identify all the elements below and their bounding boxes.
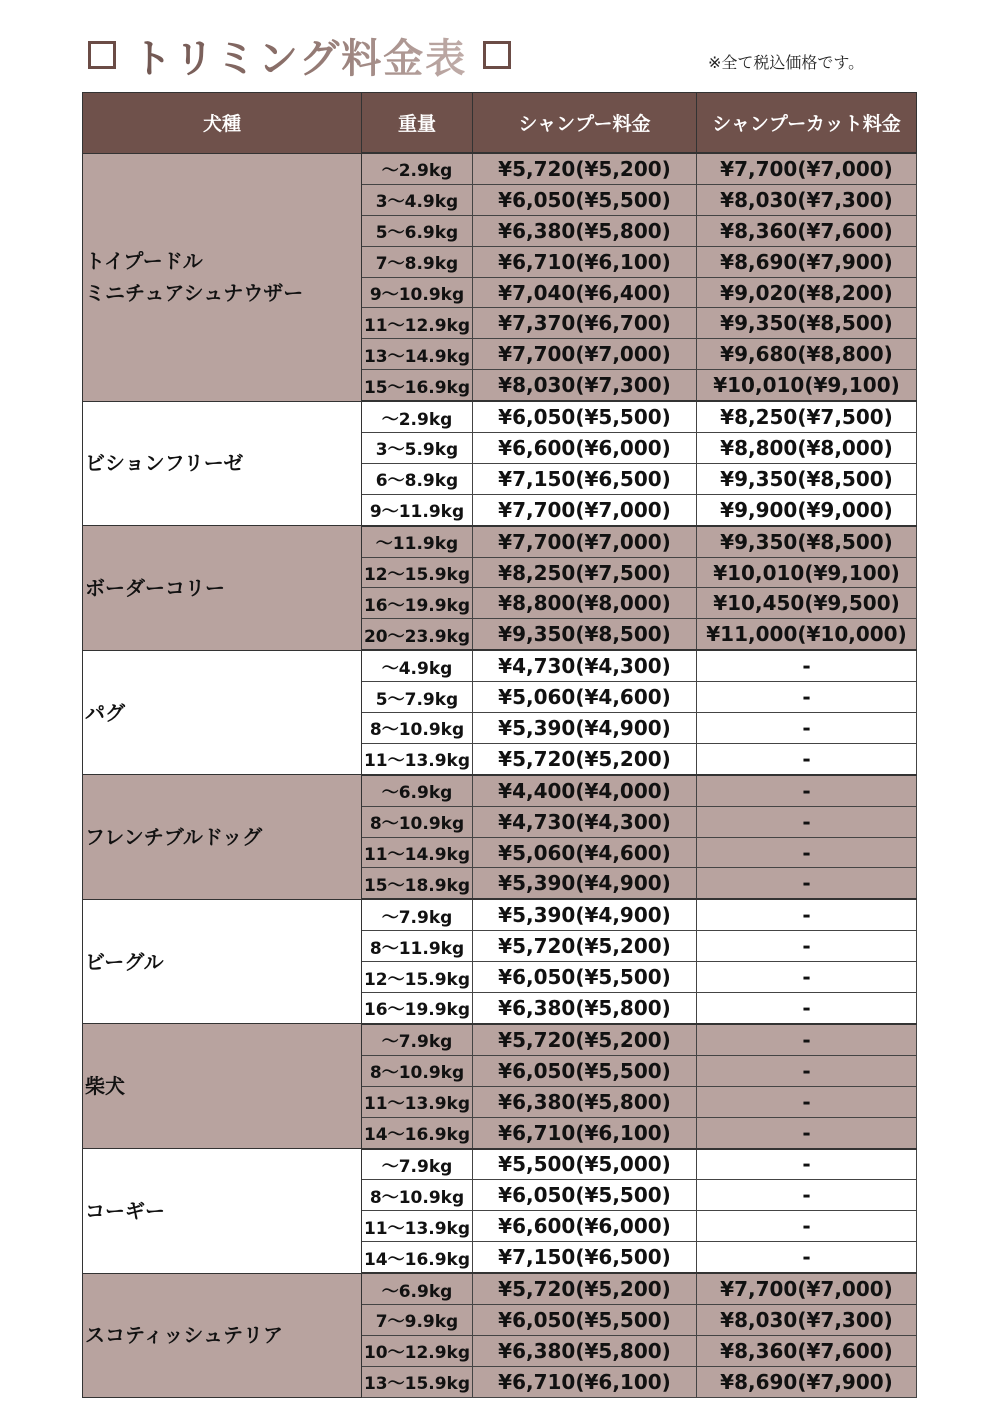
cut-price: ¥9,350(¥8,500)	[697, 526, 917, 557]
shampoo-price: ¥5,500(¥5,000)	[473, 1149, 697, 1180]
header-breed: 犬種	[83, 93, 362, 154]
breed-name: ビションフリーゼ	[83, 401, 362, 526]
breed-name: コーギー	[83, 1149, 362, 1274]
shampoo-price: ¥6,710(¥6,100)	[473, 1117, 697, 1148]
weight-range: 15～16.9kg	[362, 370, 473, 401]
cut-price: ¥9,680(¥8,800)	[697, 339, 917, 370]
square-icon	[483, 41, 511, 69]
cut-price: -	[697, 713, 917, 744]
weight-range: ～11.9kg	[362, 526, 473, 557]
breed-group	[83, 650, 917, 775]
weight-range: 7～9.9kg	[362, 1304, 473, 1335]
shampoo-price: ¥4,730(¥4,300)	[473, 806, 697, 837]
table-row	[83, 1149, 917, 1180]
shampoo-price: ¥5,720(¥5,200)	[473, 1024, 697, 1055]
shampoo-price: ¥5,720(¥5,200)	[473, 743, 697, 774]
cut-price: ¥9,350(¥8,500)	[697, 463, 917, 494]
cut-price: ¥8,690(¥7,900)	[697, 246, 917, 277]
shampoo-price: ¥6,380(¥5,800)	[473, 1086, 697, 1117]
weight-range: 7～8.9kg	[362, 246, 473, 277]
weight-range: 11～12.9kg	[362, 308, 473, 339]
tax-note: ※全て税込価格です。	[708, 53, 865, 72]
header-shampoo-price: シャンプー料金	[473, 93, 697, 154]
cut-price: -	[697, 1149, 917, 1180]
weight-range: 3～4.9kg	[362, 184, 473, 215]
shampoo-price: ¥5,390(¥4,900)	[473, 868, 697, 899]
cut-price: -	[697, 682, 917, 713]
shampoo-price: ¥6,380(¥5,800)	[473, 1335, 697, 1366]
cut-price: ¥8,360(¥7,600)	[697, 215, 917, 246]
shampoo-price: ¥5,060(¥4,600)	[473, 682, 697, 713]
breed-group	[83, 899, 917, 1024]
cut-price: -	[697, 1024, 917, 1055]
shampoo-price: ¥6,600(¥6,000)	[473, 433, 697, 464]
cut-price: ¥9,350(¥8,500)	[697, 308, 917, 339]
table-row	[83, 1024, 917, 1055]
weight-range: 14～16.9kg	[362, 1242, 473, 1273]
weight-range: ～2.9kg	[362, 401, 473, 432]
cut-price: ¥7,700(¥7,000)	[697, 153, 917, 184]
breed-group	[83, 526, 917, 651]
breed-group	[83, 1024, 917, 1149]
shampoo-price: ¥5,390(¥4,900)	[473, 713, 697, 744]
shampoo-price: ¥5,720(¥5,200)	[473, 1273, 697, 1304]
cut-price: ¥7,700(¥7,000)	[697, 1273, 917, 1304]
shampoo-price: ¥6,380(¥5,800)	[473, 215, 697, 246]
shampoo-price: ¥4,400(¥4,000)	[473, 775, 697, 806]
weight-range: ～6.9kg	[362, 775, 473, 806]
shampoo-price: ¥6,600(¥6,000)	[473, 1211, 697, 1242]
weight-range: 11～13.9kg	[362, 743, 473, 774]
weight-range: 14～16.9kg	[362, 1117, 473, 1148]
shampoo-price: ¥6,050(¥5,500)	[473, 1055, 697, 1086]
shampoo-price: ¥7,150(¥6,500)	[473, 463, 697, 494]
shampoo-price: ¥7,700(¥7,000)	[473, 526, 697, 557]
cut-price: ¥10,010(¥9,100)	[697, 557, 917, 588]
shampoo-price: ¥5,390(¥4,900)	[473, 899, 697, 930]
shampoo-price: ¥8,800(¥8,000)	[473, 588, 697, 619]
cut-price: ¥9,900(¥9,000)	[697, 494, 917, 525]
weight-range: 6～8.9kg	[362, 463, 473, 494]
cut-price: -	[697, 743, 917, 774]
cut-price: -	[697, 1211, 917, 1242]
shampoo-price: ¥7,040(¥6,400)	[473, 277, 697, 308]
weight-range: 9～11.9kg	[362, 494, 473, 525]
shampoo-price: ¥4,730(¥4,300)	[473, 650, 697, 681]
weight-range: ～6.9kg	[362, 1273, 473, 1304]
shampoo-price: ¥7,370(¥6,700)	[473, 308, 697, 339]
weight-range: 5～7.9kg	[362, 682, 473, 713]
shampoo-price: ¥9,350(¥8,500)	[473, 619, 697, 650]
cut-price: ¥10,450(¥9,500)	[697, 588, 917, 619]
header-row	[83, 93, 917, 154]
weight-range: 11～13.9kg	[362, 1211, 473, 1242]
page-title-text: トリミング料金表	[126, 27, 473, 84]
weight-range: 8～11.9kg	[362, 931, 473, 962]
table-row	[83, 153, 917, 184]
shampoo-price: ¥6,710(¥6,100)	[473, 246, 697, 277]
breed-name: 柴犬	[83, 1024, 362, 1149]
square-icon	[88, 41, 116, 69]
weight-range: 12～15.9kg	[362, 962, 473, 993]
shampoo-price: ¥6,050(¥5,500)	[473, 1304, 697, 1335]
header-cut-price: シャンプーカット料金	[697, 93, 917, 154]
shampoo-price: ¥8,250(¥7,500)	[473, 557, 697, 588]
cut-price: ¥8,030(¥7,300)	[697, 1304, 917, 1335]
weight-range: 12～15.9kg	[362, 557, 473, 588]
table-row	[83, 650, 917, 681]
cut-price: -	[697, 775, 917, 806]
cut-price: -	[697, 868, 917, 899]
cut-price: -	[697, 806, 917, 837]
weight-range: 13～14.9kg	[362, 339, 473, 370]
breed-group	[83, 775, 917, 900]
breed-name: ビーグル	[83, 899, 362, 1024]
weight-range: ～7.9kg	[362, 1149, 473, 1180]
weight-range: 11～13.9kg	[362, 1086, 473, 1117]
cut-price: -	[697, 650, 917, 681]
weight-range: 8～10.9kg	[362, 713, 473, 744]
breed-group	[83, 1149, 917, 1274]
shampoo-price: ¥8,030(¥7,300)	[473, 370, 697, 401]
cut-price: ¥11,000(¥10,000)	[697, 619, 917, 650]
shampoo-price: ¥5,060(¥4,600)	[473, 837, 697, 868]
weight-range: ～7.9kg	[362, 1024, 473, 1055]
table-row	[83, 401, 917, 432]
breed-group	[83, 153, 917, 401]
cut-price: -	[697, 962, 917, 993]
shampoo-price: ¥6,380(¥5,800)	[473, 993, 697, 1024]
weight-range: 13～15.9kg	[362, 1366, 473, 1397]
weight-range: 16～19.9kg	[362, 993, 473, 1024]
breed-name: トイプードル ミニチュアシュナウザー	[83, 153, 362, 401]
shampoo-price: ¥7,700(¥7,000)	[473, 494, 697, 525]
weight-range: 5～6.9kg	[362, 215, 473, 246]
cut-price: -	[697, 1180, 917, 1211]
cut-price: ¥8,690(¥7,900)	[697, 1366, 917, 1397]
weight-range: 20～23.9kg	[362, 619, 473, 650]
cut-price: -	[697, 899, 917, 930]
breed-name: パグ	[83, 650, 362, 775]
cut-price: -	[697, 993, 917, 1024]
cut-price: -	[697, 1086, 917, 1117]
breed-group	[83, 1273, 917, 1397]
cut-price: -	[697, 1117, 917, 1148]
shampoo-price: ¥7,700(¥7,000)	[473, 339, 697, 370]
cut-price: ¥8,030(¥7,300)	[697, 184, 917, 215]
weight-range: 9～10.9kg	[362, 277, 473, 308]
weight-range: 8～10.9kg	[362, 1055, 473, 1086]
weight-range: 8～10.9kg	[362, 1180, 473, 1211]
weight-range: 16～19.9kg	[362, 588, 473, 619]
shampoo-price: ¥6,050(¥5,500)	[473, 184, 697, 215]
shampoo-price: ¥6,710(¥6,100)	[473, 1366, 697, 1397]
table-row	[83, 899, 917, 930]
cut-price: -	[697, 1242, 917, 1273]
page-title	[88, 30, 511, 80]
shampoo-price: ¥6,050(¥5,500)	[473, 962, 697, 993]
breed-name: フレンチブルドッグ	[83, 775, 362, 900]
cut-price: -	[697, 1055, 917, 1086]
weight-range: 3～5.9kg	[362, 433, 473, 464]
cut-price: -	[697, 931, 917, 962]
cut-price: ¥10,010(¥9,100)	[697, 370, 917, 401]
weight-range: ～4.9kg	[362, 650, 473, 681]
shampoo-price: ¥7,150(¥6,500)	[473, 1242, 697, 1273]
breed-name: ボーダーコリー	[83, 526, 362, 651]
table-row	[83, 526, 917, 557]
weight-range: 10～12.9kg	[362, 1335, 473, 1366]
shampoo-price: ¥5,720(¥5,200)	[473, 931, 697, 962]
cut-price: -	[697, 837, 917, 868]
shampoo-price: ¥5,720(¥5,200)	[473, 153, 697, 184]
shampoo-price: ¥6,050(¥5,500)	[473, 1180, 697, 1211]
shampoo-price: ¥6,050(¥5,500)	[473, 401, 697, 432]
table-row	[83, 1273, 917, 1304]
cut-price: ¥8,250(¥7,500)	[697, 401, 917, 432]
cut-price: ¥8,800(¥8,000)	[697, 433, 917, 464]
header-weight: 重量	[362, 93, 473, 154]
breed-group	[83, 401, 917, 526]
breed-name: スコティッシュテリア	[83, 1273, 362, 1397]
weight-range: 8～10.9kg	[362, 806, 473, 837]
weight-range: 11～14.9kg	[362, 837, 473, 868]
weight-range: ～2.9kg	[362, 153, 473, 184]
weight-range: ～7.9kg	[362, 899, 473, 930]
price-table	[82, 92, 917, 1398]
weight-range: 15～18.9kg	[362, 868, 473, 899]
cut-price: ¥8,360(¥7,600)	[697, 1335, 917, 1366]
cut-price: ¥9,020(¥8,200)	[697, 277, 917, 308]
table-row	[83, 775, 917, 806]
